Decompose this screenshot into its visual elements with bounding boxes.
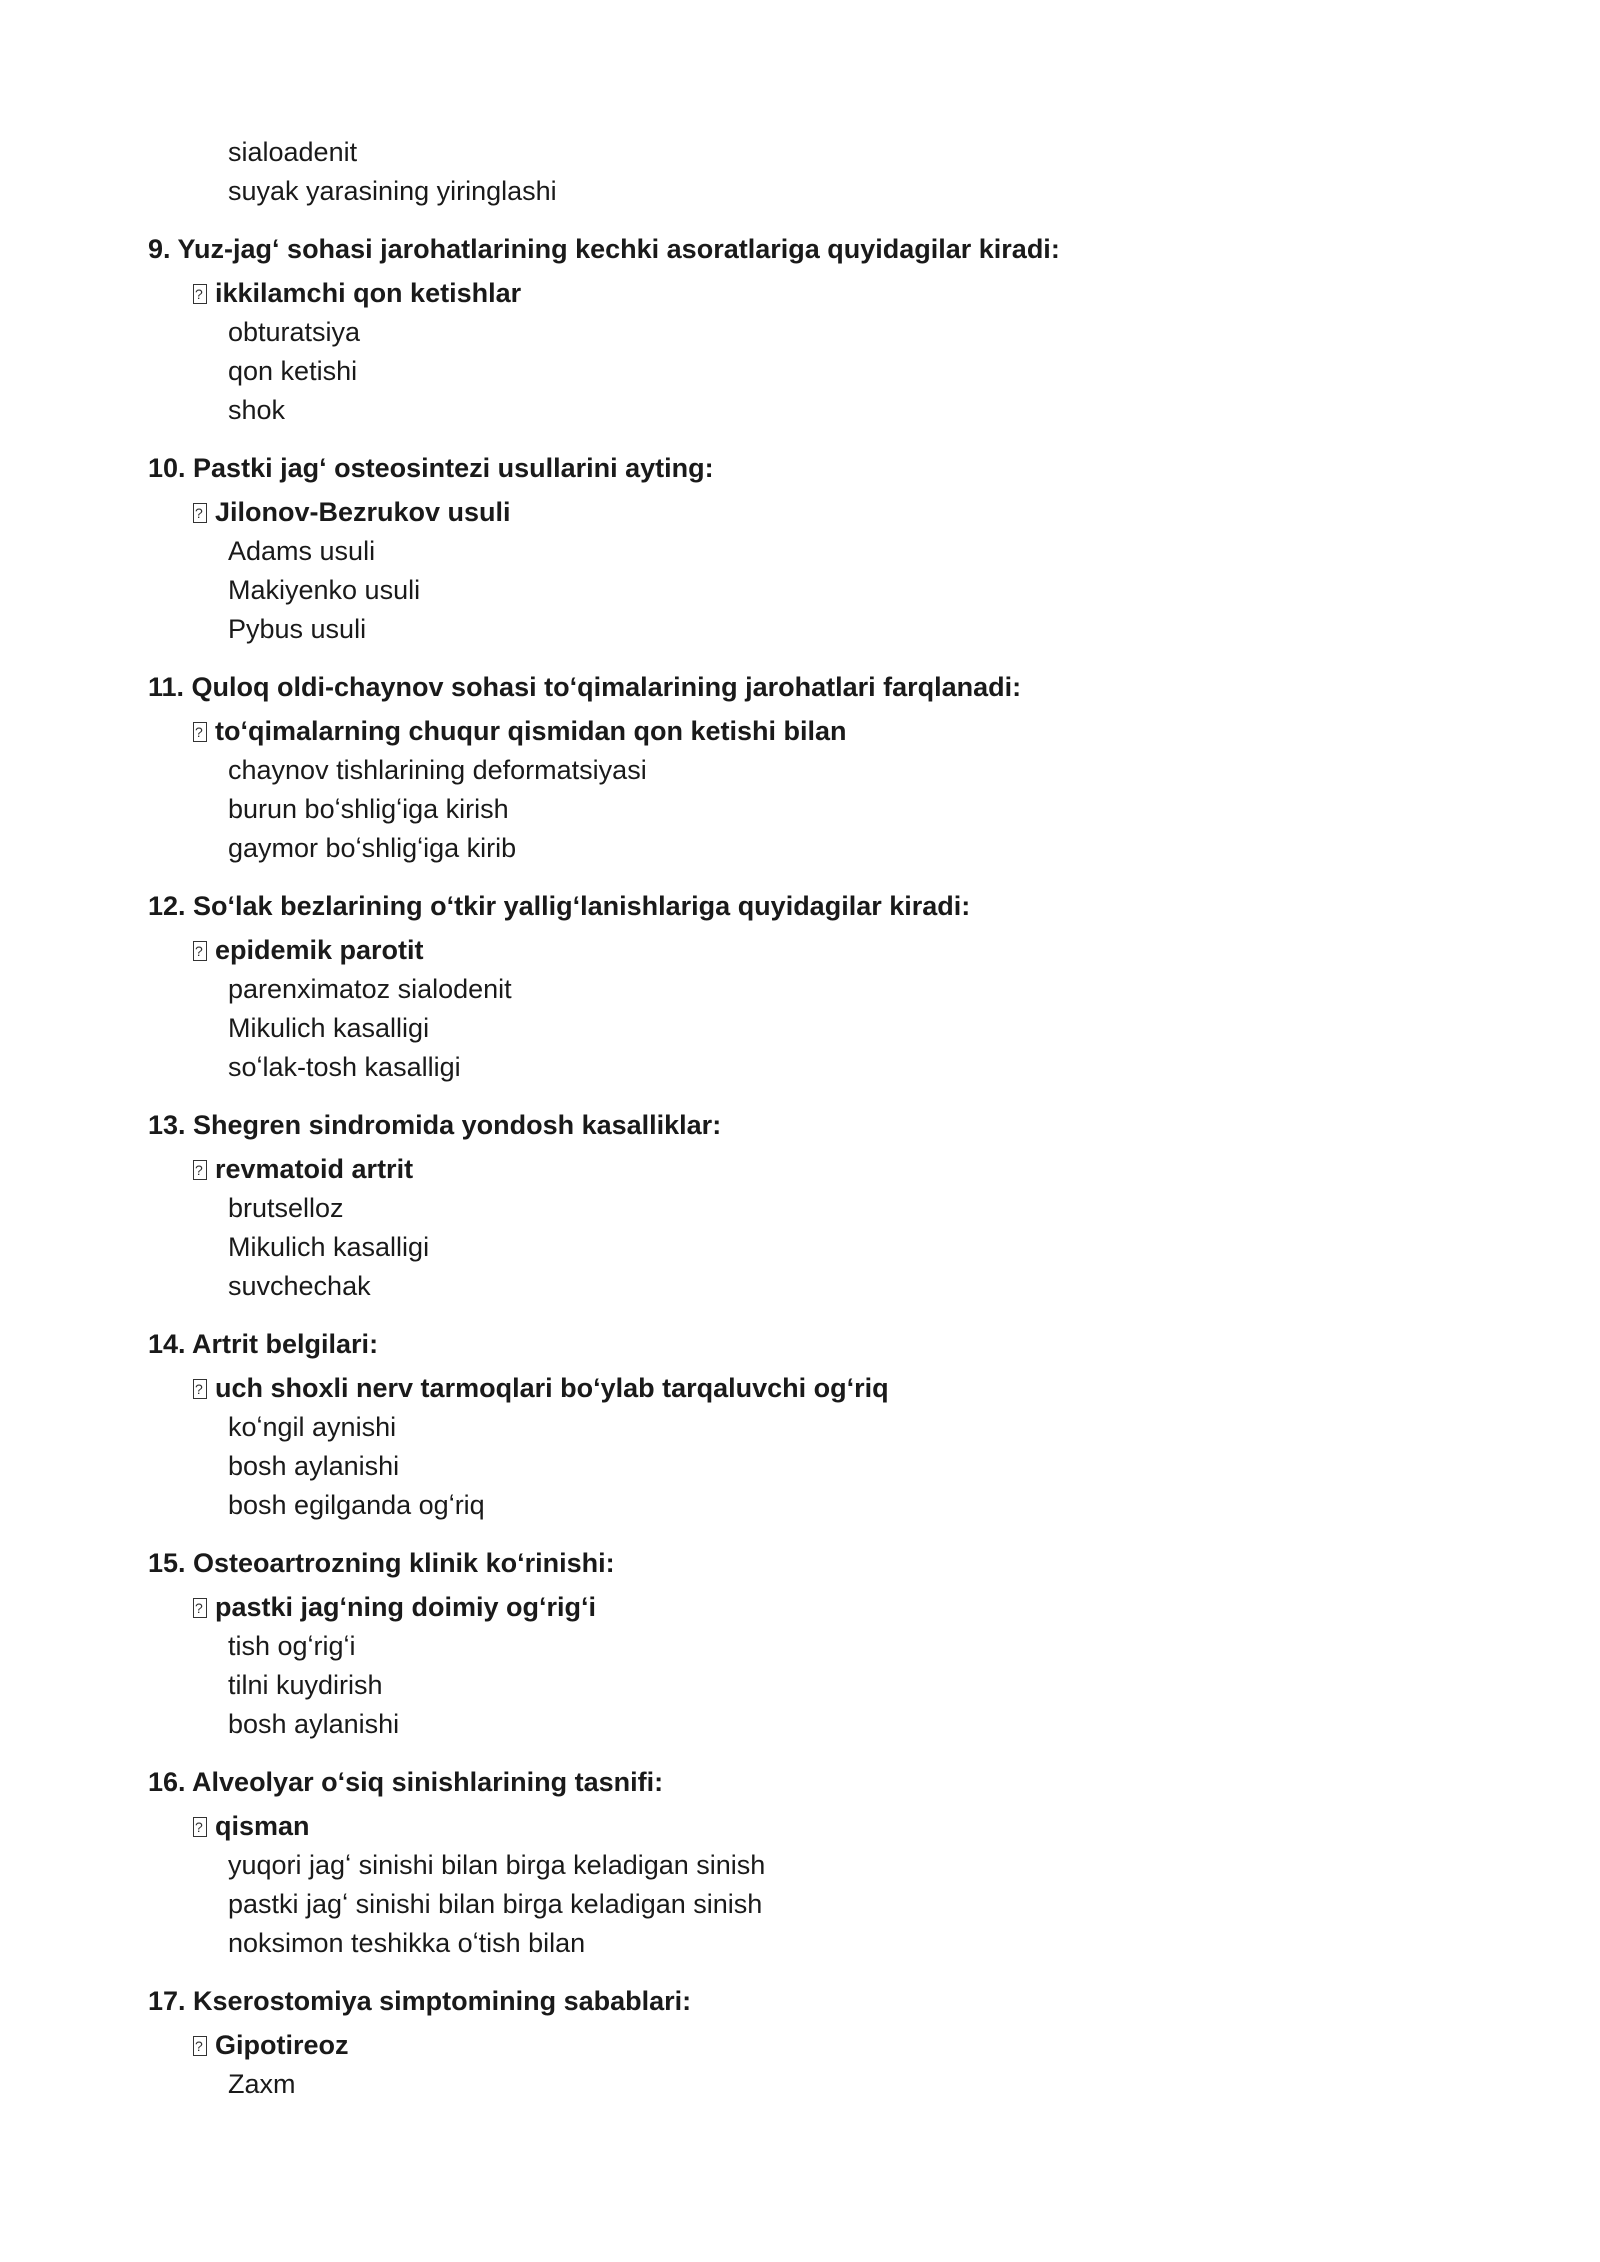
answer-option: Mikulich kasalligi: [228, 1232, 430, 1262]
answer-option: suyak yarasining yiringlashi: [228, 176, 557, 206]
answer-option: burun boʻshligʻiga kirish: [228, 794, 509, 824]
answer-option: tish ogʻrigʻi: [228, 1631, 356, 1661]
answer-option: bosh egilganda ogʻriq: [228, 1490, 485, 1520]
answer-option: Pybus usuli: [228, 614, 367, 644]
correct-answer: [193, 930, 1600, 970]
answer-option: Mikulich kasalligi: [228, 1013, 430, 1043]
question-title: 11. Quloq oldi-chaynov sohasi toʻqimalarining jarohatlari farqlanadi:: [148, 672, 1022, 702]
correct-answer: [193, 492, 1600, 532]
answer-marker-icon: [193, 284, 207, 304]
answer-text: Gipotireoz: [215, 2030, 349, 2060]
question-title: 14. Artrit belgilari:: [148, 1329, 379, 1359]
correct-answer: [193, 2025, 1600, 2065]
answer-option: soʻlak-tosh kasalligi: [228, 1052, 461, 1082]
answer-option: brutselloz: [228, 1193, 344, 1223]
answer-marker-icon: [193, 1160, 207, 1180]
answer-option: obturatsiya: [228, 317, 361, 347]
answer-option: yuqori jagʻ sinishi bilan birga keladigan sinish: [228, 1850, 766, 1880]
correct-answer: [193, 1368, 1600, 1408]
question-title: 16. Alveolyar oʻsiq sinishlarining tasnifi:: [148, 1767, 664, 1797]
answer-option: chaynov tishlarining deformatsiyasi: [228, 755, 647, 785]
answer-option: koʻngil aynishi: [228, 1412, 397, 1442]
answer-option: tilni kuydirish: [228, 1670, 383, 1700]
question-title: 17. Kserostomiya simptomining sabablari:: [148, 1986, 692, 2016]
answer-text: Jilonov-Bezrukov usuli: [215, 497, 511, 527]
question-title: 15. Osteoartrozning klinik koʻrinishi:: [148, 1548, 615, 1578]
correct-answer: [193, 1806, 1600, 1846]
answer-option: parenximatoz sialodenit: [228, 974, 512, 1004]
answer-marker-icon: [193, 941, 207, 961]
answer-option: bosh aylanishi: [228, 1451, 400, 1481]
correct-answer: [193, 1587, 1600, 1627]
correct-answer: [193, 1149, 1600, 1189]
answer-text: qisman: [215, 1811, 310, 1841]
answer-text: epidemik parotit: [215, 935, 424, 965]
answer-option: bosh aylanishi: [228, 1709, 400, 1739]
answer-text: toʻqimalarning chuqur qismidan qon ketishi bilan: [215, 716, 847, 746]
answer-option: Zaxm: [228, 2069, 296, 2099]
answer-option: shok: [228, 395, 286, 425]
correct-answer: [193, 273, 1600, 313]
answer-option: pastki jagʻ sinishi bilan birga keladigan sinish: [228, 1889, 763, 1919]
answer-option: noksimon teshikka oʻtish bilan: [228, 1928, 586, 1958]
question-title: 13. Shegren sindromida yondosh kasalliklar:: [148, 1110, 722, 1140]
question-title: 12. Soʻlak bezlarining oʻtkir yalligʻlanishlariga quyidagilar kiradi:: [148, 891, 971, 921]
answer-marker-icon: [193, 2036, 207, 2056]
answer-option: Adams usuli: [228, 536, 376, 566]
answer-marker-icon: [193, 503, 207, 523]
answer-text: ikkilamchi qon ketishlar: [215, 278, 522, 308]
answer-marker-icon: [193, 1379, 207, 1399]
answer-marker-icon: [193, 1817, 207, 1837]
answer-option: suvchechak: [228, 1271, 371, 1301]
question-title: 10. Pastki jagʻ osteosintezi usullarini ayting:: [148, 453, 714, 483]
answer-option: Makiyenko usuli: [228, 575, 421, 605]
answer-option: qon ketishi: [228, 356, 358, 386]
answer-option: gaymor boʻshligʻiga kirib: [228, 833, 517, 863]
answer-text: uch shoxli nerv tarmoqlari boʻylab tarqaluvchi ogʻriq: [215, 1373, 889, 1403]
answer-option: sialoadenit: [228, 137, 358, 167]
answer-text: revmatoid artrit: [215, 1154, 414, 1184]
question-title: 9. Yuz-jagʻ sohasi jarohatlarining kechki asoratlariga quyidagilar kiradi:: [148, 234, 1060, 264]
correct-answer: [193, 711, 1600, 751]
answer-marker-icon: [193, 1598, 207, 1618]
answer-marker-icon: [193, 722, 207, 742]
answer-text: pastki jagʻning doimiy ogʻrigʻi: [215, 1592, 597, 1622]
